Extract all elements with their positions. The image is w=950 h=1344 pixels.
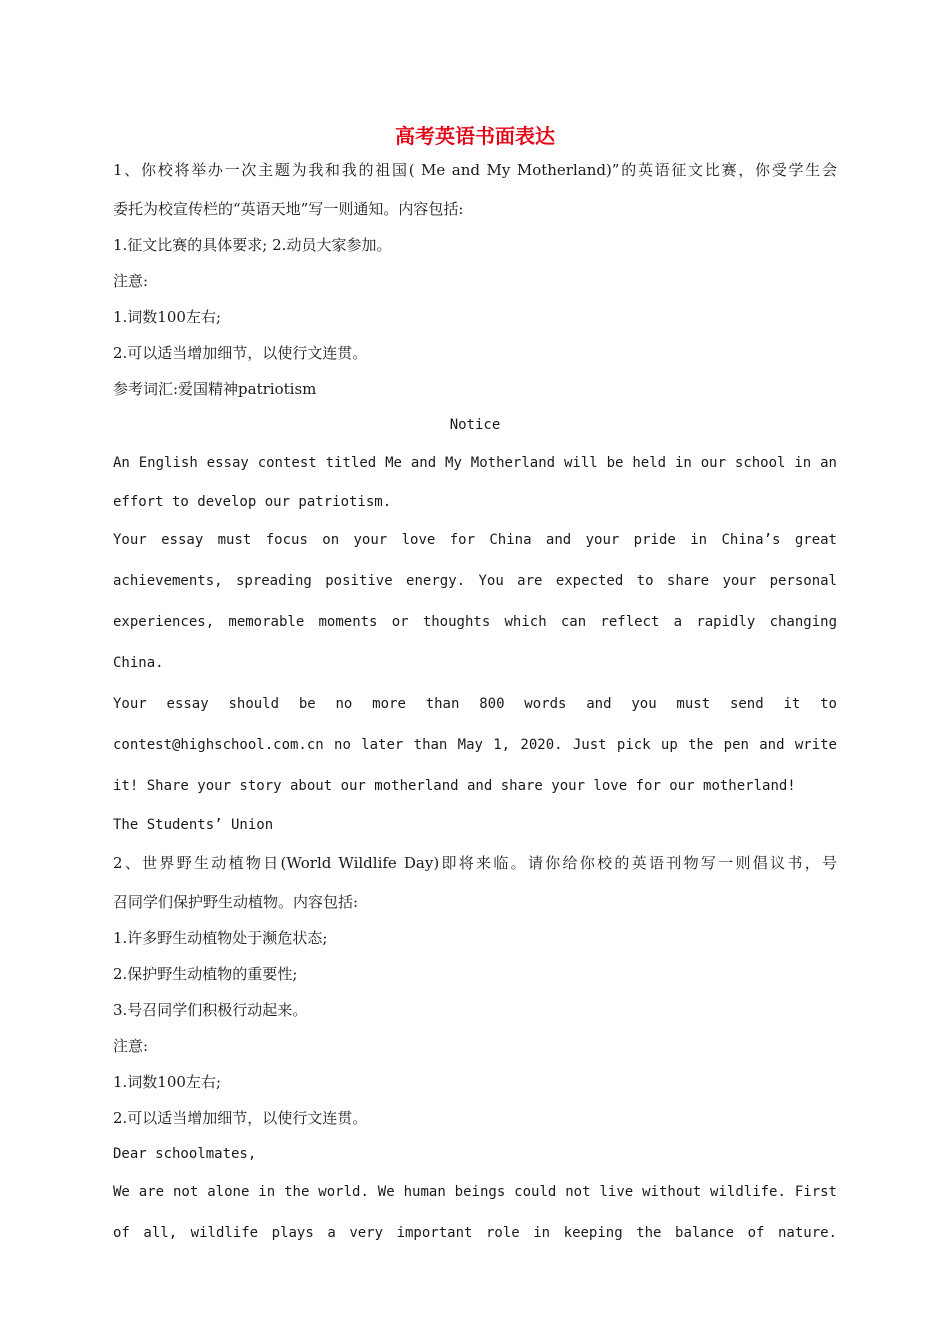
q2-content-item-3: 3.号召同学们积极行动起来。: [113, 1001, 308, 1019]
q1-note-label: 注意:: [113, 272, 149, 290]
letter-greeting: Dear schoolmates,: [113, 1146, 257, 1162]
q1-vocabulary: 参考词汇:爱国精神patriotism: [113, 380, 317, 398]
q2-prompt-line-1: 2、世界野生动植物日(World Wildlife Day)即将来临。请你给你校的英语刊物写一则倡议书，号: [113, 854, 837, 872]
notice-para2-line-3: experiences, memorable moments or thoughts which can reflect a rapidly changing China.: [113, 614, 837, 671]
notice-para2-line-1: Your essay must focus on your love for China and your pride in China’s great: [113, 532, 837, 548]
q1-prompt-line-2: 委托为校宣传栏的“英语天地”写一则通知。内容包括:: [113, 200, 464, 218]
q2-requirement-2: 2.可以适当增加细节，以使行文连贯。: [113, 1109, 368, 1127]
letter-para1-line-1: We are not alone in the world. We human beings could not live without wildlife. First: [113, 1184, 837, 1200]
document-page: [113, 122, 837, 1254]
q2-requirement-1: 1.词数100左右;: [113, 1073, 221, 1091]
page-title: 高考英语书面表达: [395, 124, 555, 148]
q1-prompt-line-1: 1、你校将举办一次主题为我和我的祖国( Me and My Motherland)”的英语征文比赛，你受学生会: [113, 161, 837, 179]
q1-prompt-line-3: 1.征文比赛的具体要求; 2.动员大家参加。: [113, 236, 392, 254]
q2-prompt-line-2: 召同学们保护野生动植物。内容包括:: [113, 893, 359, 911]
notice-title: Notice: [449, 417, 501, 433]
q2-content-item-2: 2.保护野生动植物的重要性;: [113, 965, 298, 983]
notice-signature: The Students’ Union: [113, 817, 274, 833]
q2-content-item-1: 1.许多野生动植物处于濒危状态;: [113, 929, 328, 947]
q2-note-label: 注意:: [113, 1037, 149, 1055]
q1-requirement-1: 1.词数100左右;: [113, 308, 221, 326]
notice-para2-line-4: Your essay should be no more than 800 words and you must send it to: [113, 696, 837, 712]
notice-para2-line-5: contest@highschool.com.cn no later than May 1, 2020. Just pick up the pen and write: [113, 737, 837, 753]
notice-para1-line-2: effort to develop our patriotism.: [113, 494, 392, 510]
notice-para2-line-6: it! Share your story about our motherland and share your love for our motherland!: [113, 778, 796, 794]
letter-para1-line-2: of all, wildlife plays a very important role in keeping the balance of nature.: [113, 1225, 837, 1241]
notice-para2-line-2: achievements, spreading positive energy. You are expected to share your personal: [113, 573, 837, 589]
q1-requirement-2: 2.可以适当增加细节，以使行文连贯。: [113, 344, 368, 362]
notice-para1-line-1: An English essay contest titled Me and My Motherland will be held in our school in an: [113, 455, 837, 471]
